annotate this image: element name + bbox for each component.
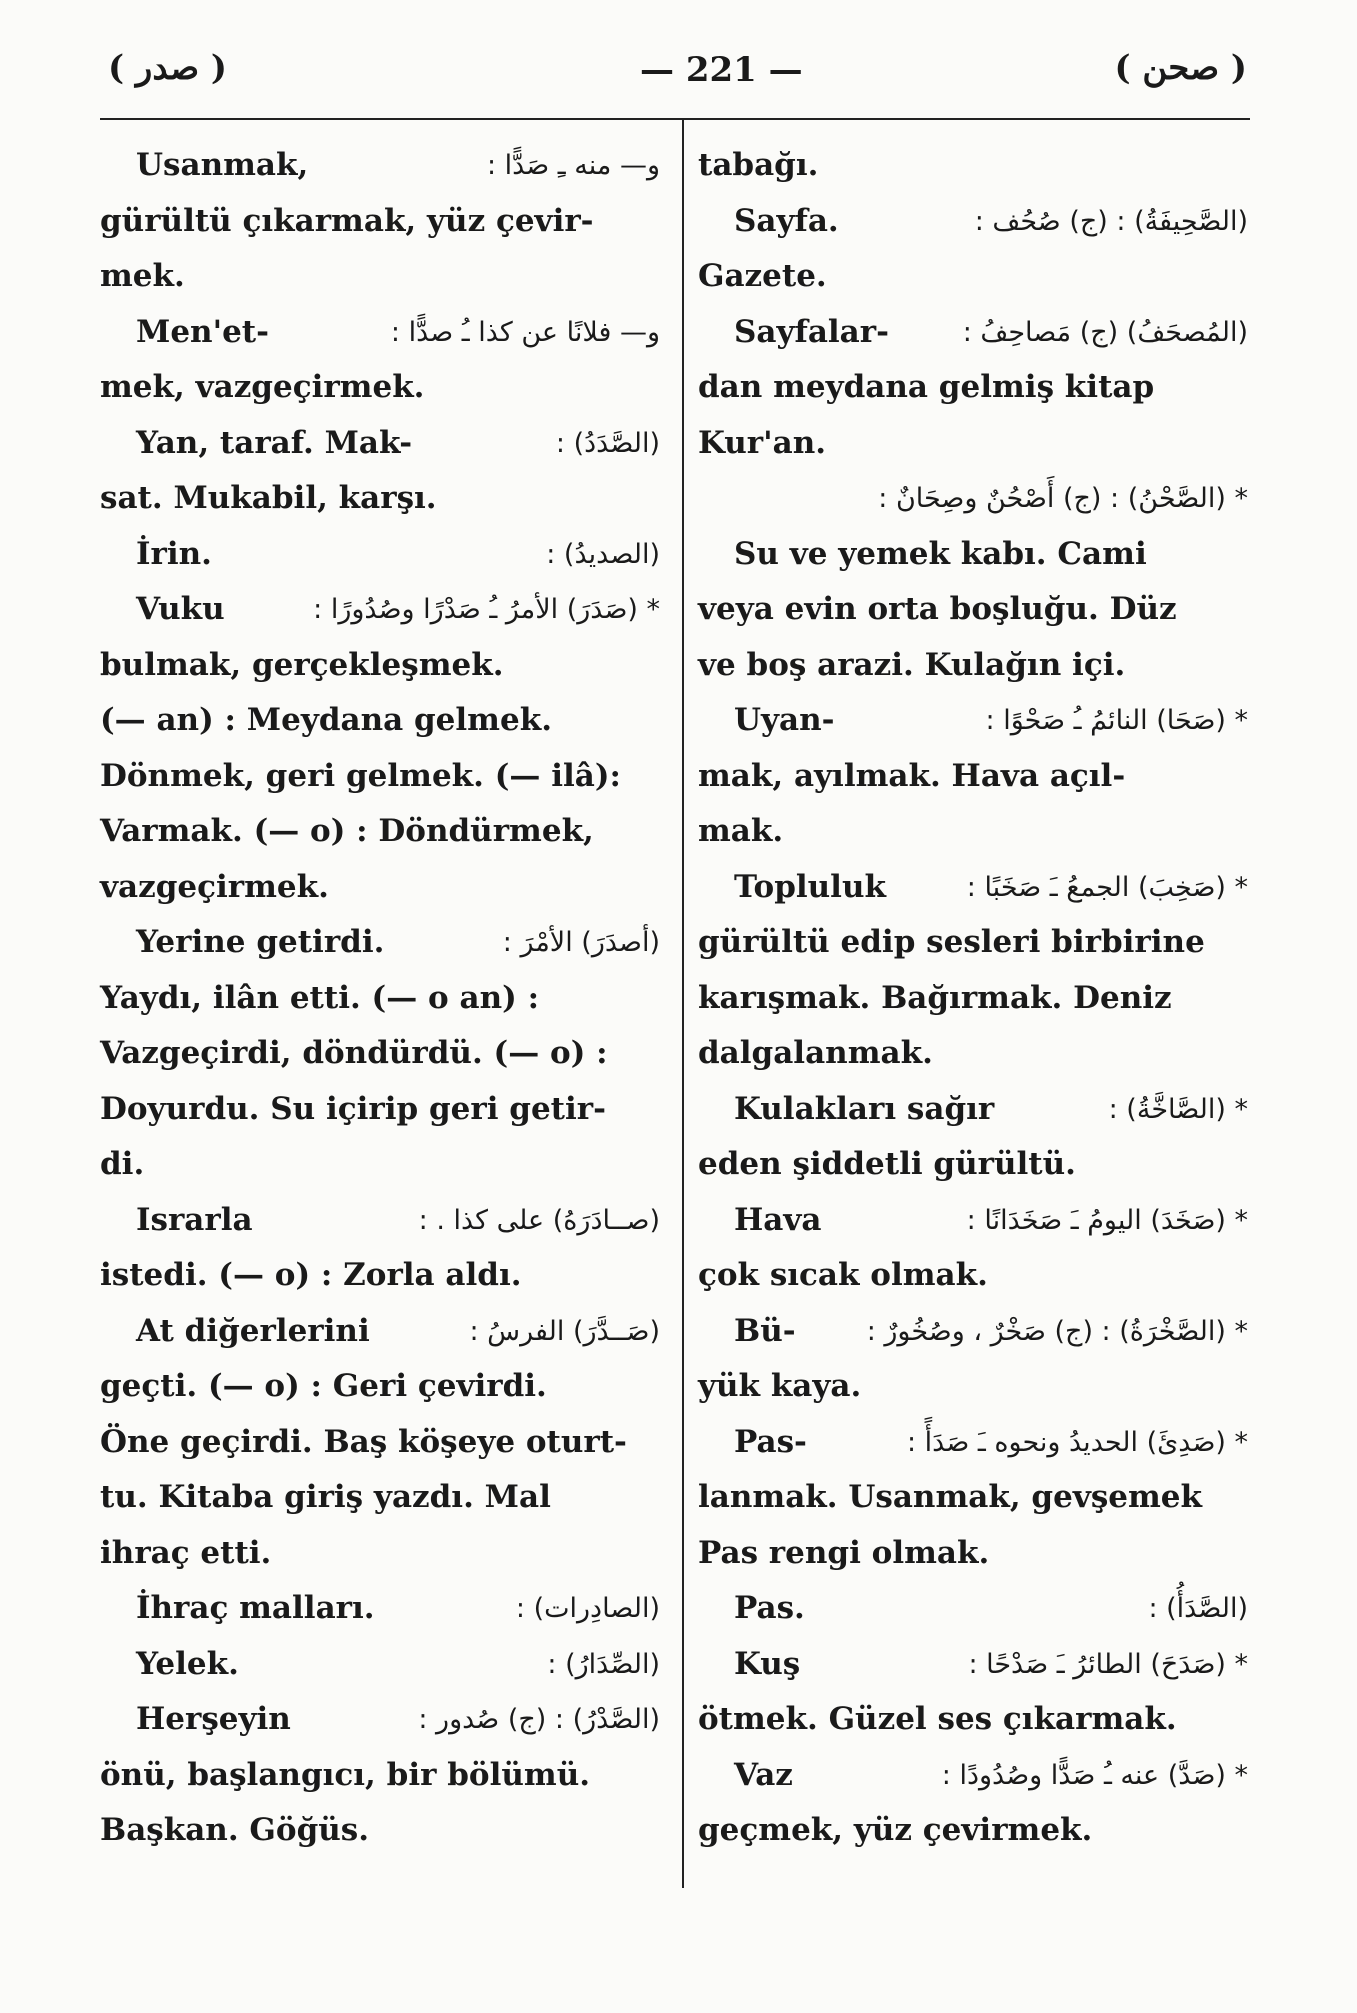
turkish-text: dalgalanmak. xyxy=(698,1035,933,1071)
entry-line xyxy=(100,804,660,860)
turkish-text: di. xyxy=(100,1146,145,1182)
turkish-text: (— an) : Meydana gelmek. xyxy=(100,702,552,738)
arabic-headword: * (صَدَرَ) الأمرُ ـُ صَدْرًا وصُدُورًا : xyxy=(313,594,660,625)
arabic-headword: * (صَدِئَ) الحديدُ ونحوه ـَ صَدَأً : xyxy=(907,1426,1248,1458)
left-column xyxy=(100,138,660,1859)
entry-line xyxy=(100,1137,660,1193)
turkish-text: Yaydı, ilân etti. (— o an) : xyxy=(100,979,540,1016)
turkish-text: sat. Mukabil, karşı. xyxy=(100,480,437,516)
turkish-text: Vazgeçirdi, döndürdü. (— o) : xyxy=(100,1035,608,1071)
entry-line xyxy=(698,1637,1248,1693)
arabic-headword: (الصَّدَأُ) : xyxy=(1148,1593,1248,1624)
right-column xyxy=(698,138,1248,1859)
turkish-text: mak, ayılmak. Hava açıl- xyxy=(698,757,1126,794)
entry-line xyxy=(100,860,660,916)
entry-line xyxy=(100,915,660,971)
turkish-text: Pas. xyxy=(734,1590,805,1626)
entry-line xyxy=(698,1137,1248,1193)
turkish-text: eden şiddetli gürültü. xyxy=(698,1146,1076,1182)
entry-line xyxy=(100,1803,660,1859)
turkish-text: yük kaya. xyxy=(698,1368,862,1404)
turkish-text: Vuku xyxy=(136,591,225,627)
turkish-text: Yan, taraf. Mak- xyxy=(136,424,413,461)
turkish-text: karışmak. Bağırmak. Deniz xyxy=(698,979,1172,1016)
entry-line xyxy=(698,915,1248,971)
entry-line xyxy=(100,416,660,472)
entry-line xyxy=(100,1748,660,1804)
arabic-headword: (الصديدُ) : xyxy=(546,538,660,570)
arabic-headword: * (صَخِبَ) الجمعُ ـَ صَخَبًا : xyxy=(966,871,1248,903)
turkish-text: ötmek. Güzel ses çıkarmak. xyxy=(698,1701,1177,1737)
arabic-headword: * (الصَّخْرَةُ) : (ج) صَخْرٌ ، وصُخُورٌ : xyxy=(866,1315,1248,1347)
entry-line xyxy=(698,693,1248,749)
entry-line xyxy=(100,1415,660,1471)
turkish-text: mak. xyxy=(698,813,784,849)
entry-line xyxy=(698,138,1248,194)
arabic-headword: (صَــدَّرَ) الفرسُ : xyxy=(469,1315,660,1347)
turkish-text: gürültü edip sesleri birbirine xyxy=(698,924,1205,960)
turkish-text: Usanmak, xyxy=(136,147,309,183)
entry-line xyxy=(698,582,1248,638)
turkish-text: istedi. (— o) : Zorla aldı. xyxy=(100,1257,522,1293)
turkish-text: gürültü çıkarmak, yüz çevir- xyxy=(100,202,594,239)
turkish-text: Su ve yemek kabı. Cami xyxy=(734,535,1147,572)
turkish-text: Yelek. xyxy=(136,1645,239,1682)
turkish-text: Kur'an. xyxy=(698,424,827,461)
turkish-text: ihraç etti. xyxy=(100,1534,272,1571)
turkish-text: Topluluk xyxy=(734,868,886,905)
turkish-text: Pas- xyxy=(734,1423,807,1460)
turkish-text: Doyurdu. Su içirip geri getir- xyxy=(100,1090,606,1127)
entry-line xyxy=(100,1526,660,1582)
entry-line xyxy=(698,804,1248,860)
header-rule xyxy=(100,118,1250,120)
turkish-text: Uyan- xyxy=(734,702,835,738)
turkish-text: çok sıcak olmak. xyxy=(698,1257,988,1293)
turkish-text: Vaz xyxy=(734,1756,793,1793)
entry-line xyxy=(698,194,1248,250)
entry-line xyxy=(100,1248,660,1304)
entry-line xyxy=(100,527,660,583)
turkish-text: Varmak. (— o) : Döndürmek, xyxy=(100,813,594,849)
turkish-text: İhraç malları. xyxy=(136,1590,375,1626)
turkish-text: İrin. xyxy=(136,535,212,572)
column-divider xyxy=(682,120,684,1888)
turkish-text: bulmak, gerçekleşmek. xyxy=(100,646,504,683)
entry-line xyxy=(100,1193,660,1249)
entry-line xyxy=(100,1026,660,1082)
turkish-text: ve boş arazi. Kulağın içi. xyxy=(698,646,1126,683)
arabic-headword: (المُصحَفُ) (ج) مَصاحِفُ : xyxy=(962,316,1248,348)
turkish-text: veya evin orta boşluğu. Düz xyxy=(698,591,1177,627)
entry-line xyxy=(100,305,660,361)
header-right-root: ( صحن ) xyxy=(1114,48,1247,88)
entry-line xyxy=(698,971,1248,1027)
turkish-text: Sayfa. xyxy=(734,202,839,239)
entry-line xyxy=(698,1581,1248,1637)
arabic-headword: * (صَحَا) النائمُ ـُ صَحْوًا : xyxy=(985,705,1248,736)
turkish-text: Sayfalar- xyxy=(734,313,889,350)
entry-line xyxy=(100,1470,660,1526)
turkish-text: vazgeçirmek. xyxy=(100,868,329,905)
entry-line xyxy=(100,1082,660,1138)
entry-line xyxy=(100,360,660,416)
turkish-text: Dönmek, geri gelmek. (— ilâ): xyxy=(100,757,621,794)
arabic-headword: (صــادَرَهُ) على كذا . : xyxy=(418,1204,660,1236)
entry-line xyxy=(698,638,1248,694)
entry-line xyxy=(698,1026,1248,1082)
turkish-text: Yerine getirdi. xyxy=(136,924,385,960)
arabic-headword: * (الصَّاخَّةُ) : xyxy=(1108,1093,1248,1125)
turkish-text: mek. xyxy=(100,258,185,294)
turkish-text: lanmak. Usanmak, gevşemek xyxy=(698,1479,1203,1515)
turkish-text: tabağı. xyxy=(698,147,819,183)
entry-line xyxy=(698,1526,1248,1582)
turkish-text: önü, başlangıcı, bir bölümü. xyxy=(100,1756,591,1793)
entry-line xyxy=(100,194,660,250)
header-left-root: ( صدر ) xyxy=(108,48,227,88)
entry-line xyxy=(100,693,660,749)
entry-line xyxy=(100,1359,660,1415)
entry-line xyxy=(100,749,660,805)
entry-line xyxy=(698,305,1248,361)
entry-line xyxy=(100,138,660,194)
entry-line xyxy=(698,416,1248,472)
entry-line xyxy=(698,1082,1248,1138)
entry-line xyxy=(698,249,1248,305)
entry-line xyxy=(698,527,1248,583)
entry-line xyxy=(698,1304,1248,1360)
entry-line xyxy=(100,971,660,1027)
entry-line xyxy=(100,638,660,694)
entry-line xyxy=(100,582,660,638)
turkish-text: geçmek, yüz çevirmek. xyxy=(698,1812,1093,1848)
page-number: — 221 — xyxy=(640,50,803,90)
turkish-text: Öne geçirdi. Baş köşeye oturt- xyxy=(100,1423,627,1460)
entry-line xyxy=(698,860,1248,916)
turkish-text: At diğerlerini xyxy=(136,1312,370,1349)
turkish-text: Gazete. xyxy=(698,258,827,294)
arabic-headword: * (صَدَحَ) الطائرُ ـَ صَدْحًا : xyxy=(968,1648,1248,1680)
turkish-text: Hava xyxy=(734,1201,822,1238)
turkish-text: Men'et- xyxy=(136,313,269,350)
turkish-text: Kuş xyxy=(734,1645,801,1682)
arabic-headword: (الصَّحِيفَةُ) : (ج) صُحُف : xyxy=(974,205,1248,237)
arabic-headword: * (الصَّحْنُ) : (ج) أَصْحُنٌ وصِحَانٌ : xyxy=(878,483,1248,514)
entry-line xyxy=(698,1248,1248,1304)
turkish-text: Herşeyin xyxy=(136,1701,291,1737)
arabic-headword: (الصَّدَدُ) : xyxy=(555,427,660,459)
arabic-headword: و— منه ـِ صَدًّا : xyxy=(486,150,660,181)
turkish-text: Pas rengi olmak. xyxy=(698,1534,990,1571)
arabic-headword: * (صَخَدَ) اليومُ ـَ صَخَدَانًا : xyxy=(966,1204,1248,1236)
arabic-headword: (أصدَرَ) الأمْرَ : xyxy=(502,927,660,958)
entry-line xyxy=(698,1359,1248,1415)
turkish-text: Başkan. Göğüs. xyxy=(100,1812,370,1848)
turkish-text: mek, vazgeçirmek. xyxy=(100,369,425,405)
turkish-text: dan meydana gelmiş kitap xyxy=(698,369,1155,405)
entry-line xyxy=(100,1581,660,1637)
entry-line xyxy=(100,1637,660,1693)
turkish-text: tu. Kitaba giriş yazdı. Mal xyxy=(100,1479,551,1515)
entry-line xyxy=(100,1692,660,1748)
arabic-headword: و— فلانًا عن كذا ـُ صدًّا : xyxy=(390,316,660,348)
entry-line xyxy=(698,471,1248,527)
entry-line xyxy=(698,1748,1248,1804)
turkish-text: geçti. (— o) : Geri çevirdi. xyxy=(100,1368,547,1404)
entry-line xyxy=(698,1692,1248,1748)
entry-line xyxy=(100,1304,660,1360)
entry-line xyxy=(100,471,660,527)
entry-line xyxy=(100,249,660,305)
arabic-headword: * (صَدَّ) عنه ـُ صَدًّا وصُدُودًا : xyxy=(941,1759,1248,1791)
entry-line xyxy=(698,1415,1248,1471)
turkish-text: Bü- xyxy=(734,1312,796,1349)
arabic-headword: (الصَّدْرُ) : (ج) صُدور : xyxy=(418,1704,660,1735)
turkish-text: Kulakları sağır xyxy=(734,1090,995,1127)
arabic-headword: (الصادِرات) : xyxy=(515,1593,660,1624)
entry-line xyxy=(698,1470,1248,1526)
entry-line xyxy=(698,749,1248,805)
turkish-text: Israrla xyxy=(136,1201,253,1238)
entry-line xyxy=(698,1193,1248,1249)
arabic-headword: (الصِّدَارُ) : xyxy=(547,1648,660,1680)
entry-line xyxy=(698,1803,1248,1859)
entry-line xyxy=(698,360,1248,416)
